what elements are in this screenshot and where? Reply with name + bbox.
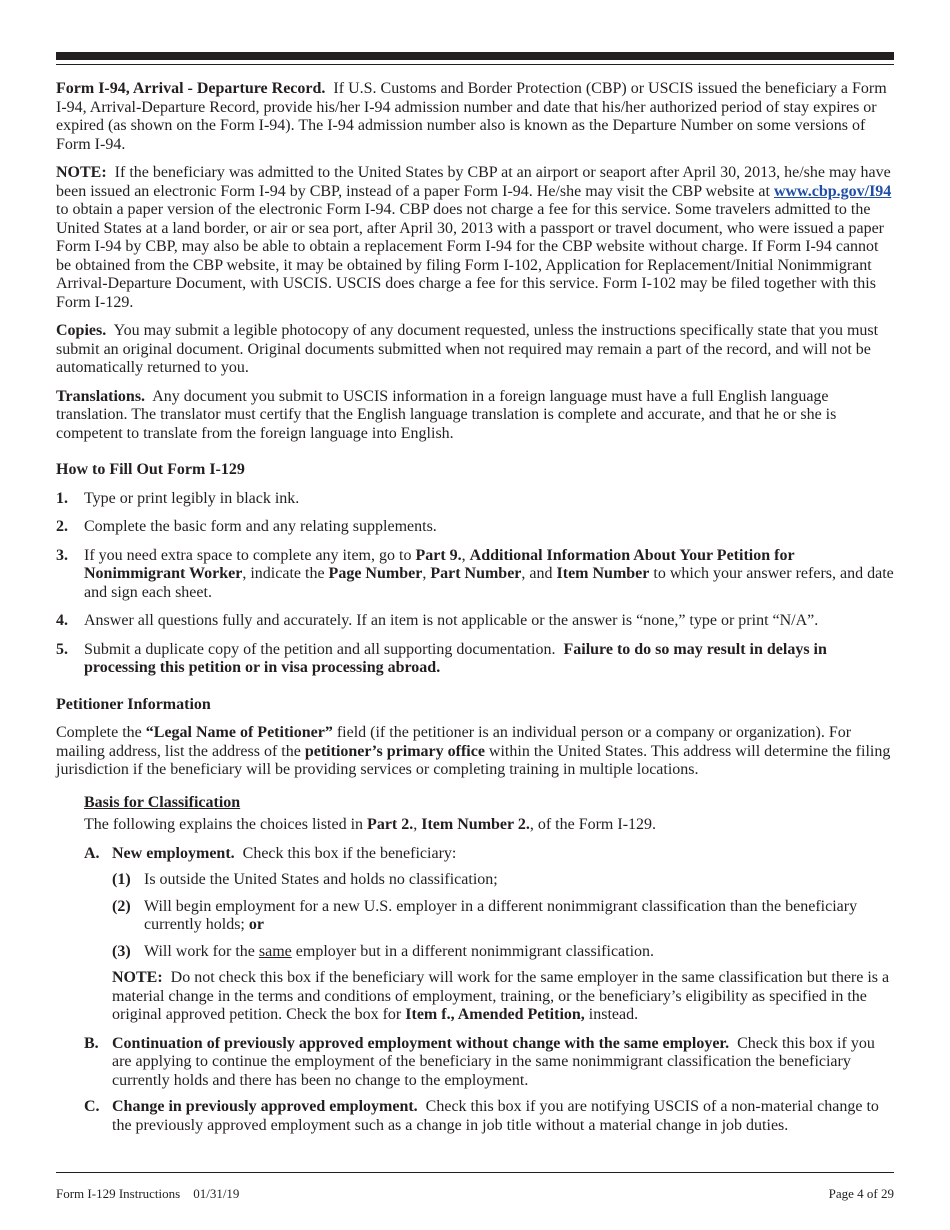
basis-item-text: New employment. Check this box if the beneficiary: — [112, 844, 457, 862]
paragraph-petitioner: Complete the “Legal Name of Petitioner” field (if the petitioner is an individual person or a company or organization). For mailing address, list the address of the petitioner’s primary office within the United States. This address will determine the filing jurisdiction if the beneficiary will be providing services or completing training in multiple locations. — [56, 724, 891, 778]
basis-a-sub-1 — [112, 871, 896, 890]
howto-item-5 — [56, 641, 896, 678]
basis-intro: The following explains the choices listed in Part 2., Item Number 2., of the Form I-129. — [84, 816, 657, 833]
copies-text: You may submit a legible photocopy of any document requested, unless the instructions specifically state that you must submit an original document. Original documents submitted when not required may remain a part of the record, and will not be automatically returned to you. — [56, 322, 879, 376]
basis-item-c — [84, 1098, 896, 1135]
basis-item-text: Change in previously approved employment. Check this box if you are notifying USCIS of a non-material change to the previously approved employment such as a change in job title without a material change in job duties. — [112, 1098, 879, 1134]
sub-item-number: (3) — [112, 942, 131, 960]
basis-item-b — [84, 1035, 896, 1091]
page-content — [56, 80, 896, 1143]
howto-item-number: 5. — [56, 640, 68, 658]
basis-item-text: Continuation of previously approved employment without change with the same employer. Check this box if you are applying to continue the employment of the beneficiary in the same nonimmigrant classification the beneficiary currently holds and there has been no change to the employment. — [112, 1034, 875, 1089]
howto-item-2 — [56, 518, 896, 537]
header-thin-rule — [56, 64, 894, 65]
translations-title: Translations. — [56, 387, 146, 405]
cbp-website-link[interactable]: www.cbp.gov/I94 — [773, 182, 892, 200]
howto-item-number: 4. — [56, 612, 68, 629]
basis-a-note: NOTE: Do not check this box if the beneficiary will work for the same employer in the same classification but there is a material change in the terms and conditions of employment, training, or the beneficiary’s eligibility as specified in the original approved petition. Check the box for Item f., Amended Petition, instead. — [112, 969, 890, 1023]
basis-heading: Basis for Classification — [84, 793, 241, 811]
basis-item-letter: B. — [84, 1034, 99, 1052]
basis-item-letter: C. — [84, 1098, 100, 1115]
note-text-b: to obtain a paper version of the electronic Form I-94. CBP does not charge a fee for this service. Some travelers admitted to the United States at a land border, or air or sea port, after April 30, 2013 with a passport or travel document, who were issued a paper Form I-94 by CBP, may also be able to obtain a replacement Form I-94 for the CBP website without charge. If Form I-94 cannot be obtained from the CBP website, it may be obtained by filing Form I-102, Application for Replacement/Initial Nonimmigrant Arrival-Departure Document, with USCIS. USCIS does charge a fee for this service. Form I-102 may be filed together with this Form I-129. — [56, 201, 884, 311]
how-to-heading: How to Fill Out Form I-129 — [56, 461, 245, 478]
copies-title: Copies. — [56, 322, 107, 339]
sub-item-text: Will work for the same employer but in a different nonimmigrant classification. — [144, 942, 655, 960]
howto-item-number: 1. — [56, 489, 68, 507]
footer-form-id: Form I-129 Instructions 01/31/19 — [56, 1186, 240, 1201]
header-thick-rule — [56, 52, 894, 60]
paragraph-copies — [56, 322, 896, 378]
footer-rule — [56, 1172, 894, 1173]
basis-a-sub-3 — [112, 943, 896, 962]
footer-page-number: Page 4 of 29 — [828, 1186, 894, 1201]
basis-a-sub-2 — [112, 898, 896, 935]
sub-item-text: Is outside the United States and holds no classification; — [144, 871, 498, 888]
note-text-a: If the beneficiary was admitted to the United States by CBP at an airport or seaport after April 30, 2013, he/she may have been issued an electronic Form I-94 by CBP, instead of a paper Form I-94. He/she may visit the CBP website at — [56, 164, 891, 200]
howto-item-text: Complete the basic form and any relating supplements. — [84, 518, 437, 535]
howto-item-4 — [56, 612, 896, 631]
howto-item-text: Type or print legibly in black ink. — [84, 489, 300, 507]
howto-item-text: Submit a duplicate copy of the petition and all supporting documentation. Failure to do so may result in delays in processing this petition or in visa processing abroad. — [84, 640, 827, 676]
petitioner-heading: Petitioner Information — [56, 695, 211, 713]
howto-item-3 — [56, 547, 896, 603]
howto-item-number: 2. — [56, 518, 68, 535]
paragraph-translations — [56, 388, 896, 444]
basis-item-letter: A. — [84, 844, 100, 862]
translations-text: Any document you submit to USCIS information in a foreign language must have a full English language translation. The translator must certify that the English language translation is complete and accurate, and that he or she is competent to translate from the foreign language into English. — [56, 387, 837, 442]
form-i94-title: Form I-94, Arrival - Departure Record. — [56, 80, 326, 97]
howto-item-text: If you need extra space to complete any item, go to Part 9., Additional Information About Your Petition for Nonimmigrant Worker, indicate the Page Number, Part Number, and Item Number to which your answer refers, and date and sign each sheet. — [84, 546, 894, 601]
howto-item-text: Answer all questions fully and accurately. If an item is not applicable or the answer is “none,” type or print “N/A”. — [84, 612, 819, 629]
note-label: NOTE: — [56, 164, 107, 181]
howto-item-1 — [56, 490, 896, 509]
form-i94-text: If U.S. Customs and Border Protection (CBP) or USCIS issued the beneficiary a Form I-94, Arrival-Departure Record, provide his/her I-94 admission number and date that his/her authorized period of stay expires or expired (as shown on the Form I-94). The I-94 admission number also is known as the Departure Number on some versions of Form I-94. — [56, 80, 887, 153]
basis-item-a — [84, 845, 896, 864]
paragraph-note-cbp — [56, 164, 896, 312]
sub-item-number: (2) — [112, 897, 131, 915]
howto-item-number: 3. — [56, 546, 68, 564]
sub-item-text: Will begin employment for a new U.S. employer in a different nonimmigrant classification than the beneficiary currently holds; or — [144, 897, 858, 933]
paragraph-form-i94 — [56, 80, 896, 154]
sub-item-number: (1) — [112, 871, 131, 888]
